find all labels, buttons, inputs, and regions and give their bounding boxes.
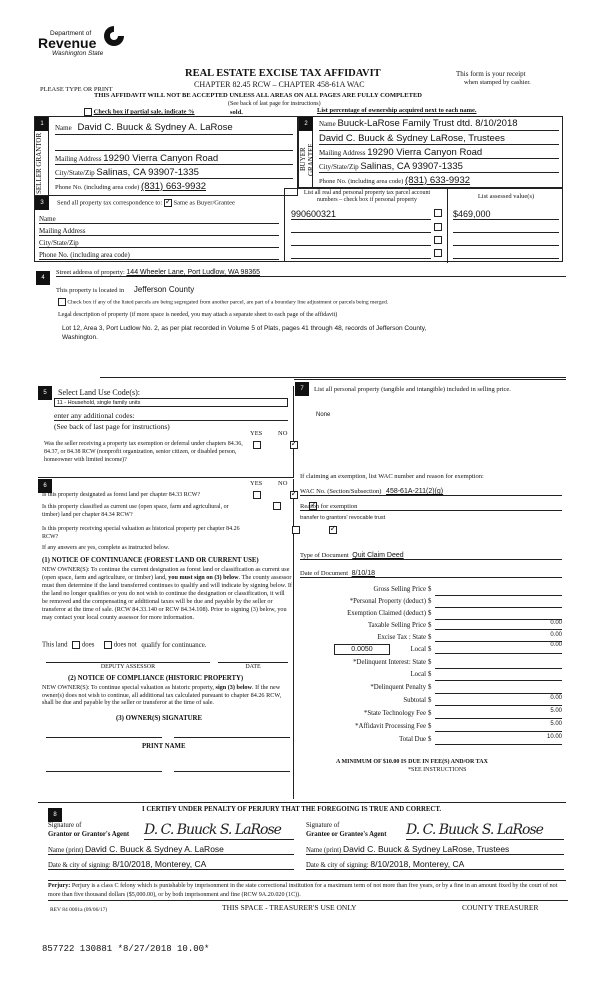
partial-sale-sold: sold.	[230, 109, 243, 116]
date-label: DATE	[245, 664, 261, 670]
reason-label: Reason for exemption	[300, 503, 358, 510]
buyer-side-label	[299, 131, 313, 188]
section-number: 3	[35, 196, 49, 210]
assessed-header: List assessed value(s)	[477, 193, 535, 200]
buyer-phone-field[interactable]: (831) 633-9932	[405, 175, 471, 186]
reason-field[interactable]: transfer to grantors' revocable trust	[300, 515, 386, 521]
buyer-phone-row	[319, 175, 559, 187]
forest-yes-checkbox[interactable]	[253, 491, 261, 499]
doc-type-row	[300, 552, 562, 560]
amount-row-gross: Gross Selling Price $	[294, 586, 564, 596]
buyer-name2-field[interactable]: David C. Buuck & Sydney LaRose, Trustees	[319, 133, 559, 145]
partial-sale-row	[84, 108, 195, 116]
section-number: 5	[38, 386, 52, 400]
county-field[interactable]: Jefferson County	[133, 285, 195, 294]
located-label: This property is located in	[56, 287, 125, 294]
certify-statement: I CERTIFY UNDER PENALTY OF PERJURY THAT THE FOREGOING IS TRUE AND CORRECT.	[142, 806, 442, 813]
question-forest: Is this property designated as forest land per chapter 84.33 RCW?	[42, 492, 201, 498]
buyer-city-row	[319, 161, 559, 173]
street-address-row	[56, 269, 566, 277]
qualify-label: qualify for continuance.	[141, 641, 207, 649]
notice1-text-bold: you must sign on (3) below	[168, 574, 239, 581]
parcel-row	[289, 223, 444, 233]
amount-row-penalty: *Delinquent Penalty $	[294, 684, 564, 694]
buyer-label: BUYER	[299, 147, 307, 172]
amount-label: Local	[410, 671, 426, 678]
minimum-due-note: A MINIMUM OF $10.00 IS DUE IN FEE(S) AND/OR TAX	[336, 759, 488, 765]
notice1-text	[42, 566, 292, 622]
mailing-label: Mailing Address	[55, 155, 102, 163]
exemption-yes-checkbox[interactable]	[253, 441, 261, 449]
amount-row-delinquent-state: *Delinquent Interest: State $	[294, 659, 564, 669]
notice2-text-bold: sign (3) below	[215, 684, 252, 691]
grantor-date-label: Date & city of signing:	[48, 862, 111, 869]
name-label: Name	[39, 215, 56, 223]
amount-field[interactable]: 0.00	[435, 695, 562, 706]
amount-field[interactable]: 0.00	[435, 620, 562, 630]
grantor-date-row	[48, 859, 294, 870]
deputy-assessor-line	[46, 662, 210, 670]
amount-field[interactable]: 5.00	[435, 721, 562, 732]
personal-property-checkbox[interactable]	[434, 223, 442, 231]
grantor-label: GRANTOR	[35, 132, 43, 167]
grantor-signature-field[interactable]: D. C. Buuck S. LaRose	[144, 822, 294, 840]
amount-label: *Personal Property (deduct)	[349, 598, 426, 605]
city-label: City/State/Zip	[319, 163, 359, 171]
notice1-text-b: . The county assessor must then determine if the land transferred continues to qualify and will indicate by signing below. If the land no longer qualifies or you do not wish to continue the designation or classification, it will be removed and the compensating or additional taxes will be due and payable by the seller or transferor at the time of sale. (RCW 84.33.140 or RCW 84.34.108). Prior to signing (3) below, you may contact your local county assessor for more information.	[42, 574, 292, 621]
grantor-name-label: Name (print)	[48, 847, 84, 854]
amount-field[interactable]	[435, 659, 562, 669]
amount-row-tech-fee: *State Technology Fee $ 5.00	[363, 708, 562, 717]
owner-signature-line[interactable]	[46, 737, 162, 738]
section-4-number: 4	[36, 271, 50, 285]
does-not-label: does not	[113, 641, 137, 649]
buyer-mailing-row	[319, 147, 559, 159]
amount-label: Exemption Claimed (deduct)	[347, 610, 426, 617]
seller-name2-field[interactable]	[55, 139, 293, 151]
county-row	[56, 285, 194, 294]
this-land-label: This land	[42, 641, 68, 649]
warning-text: THIS AFFIDAVIT WILL NOT BE ACCEPTED UNLESS ALL AREAS ON ALL PAGES ARE FULLY COMPLETED	[94, 92, 422, 99]
amount-field[interactable]	[435, 598, 562, 608]
section-number: 6	[38, 479, 52, 493]
partial-sale-checkbox[interactable]	[84, 108, 92, 116]
see-back: (See back of last page for instructions)	[228, 101, 321, 107]
street-label: Street address of property:	[56, 269, 125, 276]
notice1-text-a: NEW OWNER(S): To continue the current designation as forest land or classification as current use (open space, farm and agriculture, or timber) land,	[42, 566, 290, 581]
does-not-checkbox[interactable]	[104, 641, 112, 649]
seller-phone-field[interactable]: (831) 663-9932	[141, 181, 207, 192]
amount-row-subtotal: Subtotal $ 0.00	[403, 695, 562, 704]
personal-property-checkbox[interactable]	[434, 209, 442, 217]
seller-city-field[interactable]: Salinas, CA 93907-1335	[96, 167, 199, 178]
county-treasurer: COUNTY TREASURER	[462, 903, 539, 912]
seller-mailing-field[interactable]: 19290 Vierra Canyon Road	[103, 153, 219, 164]
current-use-yes-checkbox[interactable]	[273, 502, 281, 510]
grantee-date-row	[306, 859, 564, 870]
additional-codes-row	[54, 411, 288, 421]
amount-field[interactable]: 0.00	[435, 632, 562, 642]
city-label: City/State/Zip	[55, 169, 95, 177]
section-1-seller	[34, 116, 298, 196]
wac-label: WAC No. (Section/Subsection)	[300, 488, 382, 495]
street-address-field[interactable]: 144 Wheeler Lane, Port Ludlow, WA 98365	[126, 269, 261, 276]
assessed-value-field[interactable]	[453, 223, 559, 233]
send-label: Send all property tax correspondence to:	[57, 199, 163, 207]
notice1-title: (1) NOTICE OF CONTINUANCE (FOREST LAND OR CURRENT USE)	[42, 557, 259, 564]
same-as-buyer-checkbox[interactable]	[164, 199, 172, 207]
land-use-code-select[interactable]: 11 - Household, single family units	[54, 398, 288, 407]
section-8-number: 8	[48, 808, 62, 822]
legal-line-1: Lot 12, Area 3, Port Ludlow No. 2, as per plat recorded in Volume 5 of Plats, pages 41 through 48, records of Jefferson County,	[62, 325, 427, 332]
buyer-name-field[interactable]: Buuck-LaRose Family Trust dtd. 8/10/2018	[337, 118, 518, 129]
grantor-name-row	[48, 844, 294, 855]
section-number: 7	[295, 382, 309, 396]
doc-type-label: Type of Document	[300, 552, 349, 559]
perjury-notice	[48, 882, 568, 901]
doc-date-field[interactable]: 8/10/18	[351, 570, 375, 577]
corr-phone-row	[39, 251, 279, 260]
amount-label: Total Due	[399, 736, 426, 743]
seller-name-field[interactable]: David C. Buuck & Sydney A. LaRose	[77, 122, 233, 133]
segregated-label: Check box if any of the listed parcels are being segregated from another parcel, are part of a boundary line adjustment or parcels being merged.	[67, 299, 389, 306]
additional-codes-label: enter any additional codes:	[54, 411, 135, 420]
corr-city-row	[39, 239, 279, 248]
amount-label: Subtotal	[403, 697, 426, 704]
segregated-row	[58, 298, 388, 306]
amount-row-delinquent-local: Local $	[294, 671, 564, 681]
grantee-name-label: Name (print)	[306, 847, 342, 854]
seller-label: SELLER	[35, 168, 43, 195]
ownership-note: List percentage of ownership acquired next to each name.	[317, 107, 477, 114]
amount-row-excise-state: Excise Tax : State $ 0.00	[377, 632, 562, 641]
parcel-header-line1: List all real and personal property tax parcel account	[303, 190, 431, 196]
amount-row-personal: *Personal Property (deduct) $	[294, 598, 564, 608]
notice2-text	[42, 684, 292, 707]
logo-line2: Revenue	[38, 35, 97, 51]
see-instructions-note: *SEE INSTRUCTIONS	[408, 767, 467, 773]
parcel-header-line2: numbers – check box if personal property	[317, 197, 417, 203]
amount-row-exemption: Exemption Claimed (deduct) $	[294, 610, 564, 620]
buyer-mailing-field[interactable]: 19290 Vierra Canyon Road	[367, 147, 483, 158]
logo-line1: Department of	[50, 30, 92, 37]
no-header: NO	[278, 480, 288, 487]
personal-property-title: List all personal property (tangible and intangible) included in selling price.	[314, 386, 511, 393]
legal-line-2: Washington.	[62, 334, 98, 341]
amount-field[interactable]	[435, 610, 562, 620]
exemption-label: If claiming an exemption, list WAC number and reason for exemption:	[300, 473, 484, 480]
form-title: REAL ESTATE EXCISE TAX AFFIDAVIT	[185, 68, 381, 79]
no-header: NO	[278, 430, 288, 437]
seller-side-label	[35, 131, 49, 196]
phone-label: Phone No. (including area code)	[39, 251, 130, 259]
grantor-date-field[interactable]: 8/10/2018, Monterey, CA	[112, 859, 207, 869]
parcel-number-field[interactable]	[291, 236, 431, 246]
wac-field[interactable]: 458-61A-211(2)(g)	[386, 488, 444, 495]
cashier-stamp: 857722 130881 *8/27/2018 10.00*	[42, 944, 210, 954]
legal-description-field[interactable]	[62, 324, 562, 342]
owner-signature-line-2[interactable]	[174, 737, 290, 738]
section-5-land-use	[38, 386, 294, 477]
seller-name-row	[55, 122, 293, 135]
grantee-signature-block	[306, 818, 568, 878]
parcel-number-field[interactable]	[291, 223, 431, 233]
logo-line3: Washington State	[52, 50, 104, 57]
assessor-date-line	[218, 662, 288, 670]
amount-label: Local	[410, 646, 426, 653]
section-2-buyer	[298, 116, 563, 188]
parcel-header	[287, 190, 447, 204]
buyer-name-row	[319, 118, 559, 131]
local-rate-box[interactable]: 0.0050	[334, 644, 390, 655]
grantee-sig-label-1: Signature of	[306, 822, 340, 829]
amount-field[interactable]: 5.00	[435, 708, 562, 719]
wac-row	[300, 488, 562, 496]
legal-label: Legal description of property (if more space is needed, you may attach a separate sheet to each page of the affidavit)	[58, 312, 338, 318]
personal-property-field[interactable]: None	[316, 412, 331, 418]
parcel-row	[289, 209, 444, 219]
amount-label: Taxable Selling Price	[367, 622, 426, 629]
amount-label: Excise Tax : State	[377, 634, 426, 641]
notice2-title: (2) NOTICE OF COMPLIANCE (HISTORIC PROPERTY)	[68, 675, 244, 682]
amount-row-excise-local: Local $ 0.00	[410, 642, 562, 653]
same-as-label: Same as Buyer/Grantee	[173, 199, 235, 207]
perjury-bold: Perjury:	[48, 883, 71, 889]
doc-date-row	[300, 570, 562, 578]
parcel-row	[289, 236, 444, 246]
amount-label: *Delinquent Penalty	[370, 684, 426, 691]
partial-sale-label: Check box if partial sale, indicate %	[93, 108, 195, 116]
question-historic: Is this property receiving special valuation as historical property per chapter 84.26 RCW?	[42, 526, 240, 540]
receipt-note-2: when stamped by cashier.	[464, 79, 531, 86]
please-print: PLEASE TYPE OR PRINT	[40, 86, 113, 93]
personal-property-checkbox[interactable]	[434, 249, 442, 257]
see-back-note: (See back of last page for instructions)	[54, 422, 170, 431]
grantee-name-field[interactable]: David C. Buuck & Sydney LaRose, Trustees	[343, 844, 510, 854]
assessed-value-field[interactable]	[453, 249, 559, 259]
grantor-signature-block	[48, 818, 298, 878]
form-subtitle: CHAPTER 82.45 RCW – CHAPTER 458-61A WAC	[194, 80, 365, 89]
section-7-personal-property	[294, 382, 566, 802]
exemption-question: Was the seller receiving a property tax exemption or deferral under chapters 84.36, 84.37, or 84.38 RCW (nonprofit organization, senior citizen, or disabled person, homeowner with limited income)?	[44, 441, 243, 463]
rev-number: REV 84 0001a (09/06/17)	[50, 907, 108, 913]
grantor-sig-label-2: Grantor or Grantor's Agent	[48, 831, 130, 838]
segregated-checkbox[interactable]	[58, 298, 66, 306]
assessed-value-field[interactable]: $469,000	[453, 209, 559, 220]
mailing-label: Mailing Address	[319, 149, 366, 157]
parcel-number-field[interactable]	[291, 249, 431, 259]
yes-header: YES	[250, 430, 263, 437]
phone-label: Phone No. (including area code)	[319, 178, 404, 185]
buyer-city-field[interactable]: Salinas, CA 93907-1335	[360, 161, 463, 172]
grantee-signature-field[interactable]: D. C. Buuck S. LaRose	[406, 822, 564, 840]
section-6-property-designation	[38, 479, 294, 799]
continuance-row	[42, 641, 206, 649]
amount-field[interactable]	[435, 671, 562, 681]
grantee-label: GRANTEE	[307, 143, 315, 176]
phone-label: Phone No. (including area code)	[55, 184, 140, 191]
corr-mailing-row	[39, 227, 279, 236]
dor-logo	[38, 22, 138, 67]
if-yes-note: If any answers are yes, complete as instructed below.	[42, 545, 170, 551]
receipt-note-1: This form is your receipt	[456, 70, 526, 78]
city-label: City/State/Zip	[39, 239, 79, 247]
amount-field[interactable]	[435, 586, 562, 596]
parcel-row	[289, 249, 444, 259]
yes-header: YES	[250, 480, 263, 487]
amount-row-taxable: Taxable Selling Price $ 0.00	[367, 620, 562, 629]
amount-field[interactable]	[435, 684, 562, 694]
seller-mailing-row	[55, 153, 293, 165]
perjury-text: Perjury is a class C felony which is punishable by imprisonment in the state correctional institution for a maximum term of not more than five years, or by a fine in an amount fixed by the court of not more than five thousand dollars ($5,000.00), or by both imprisonment and fine (RCW 9A.20.020 (1C)).	[48, 883, 558, 898]
section-number: 2	[299, 117, 313, 131]
section-3-correspondence	[34, 196, 284, 262]
treasurer-use: THIS SPACE - TREASURER'S USE ONLY	[222, 903, 357, 912]
question-current-use: Is this property classified as current use (open space, farm and agricultural, or timber) land per chapter 84.34 RCW?	[42, 504, 229, 518]
name-label: Name	[319, 120, 336, 128]
owner-signature-label: (3) OWNER(S) SIGNATURE	[116, 715, 202, 722]
parcel-number-field[interactable]: 990600321	[291, 209, 431, 220]
amount-row-total: Total Due $ 10.00	[399, 734, 562, 743]
does-checkbox[interactable]	[72, 641, 80, 649]
parcel-table	[284, 188, 563, 262]
amount-label: *Delinquent Interest: State	[353, 659, 426, 666]
amount-label: Gross Selling Price	[373, 586, 426, 593]
section-number: 1	[35, 117, 49, 131]
seller-city-row	[55, 167, 293, 179]
grantee-date-label: Date & city of signing:	[306, 862, 369, 869]
does-label: does	[81, 641, 95, 649]
grantor-sig-label-1: Signature of	[48, 822, 82, 829]
assessed-value-field[interactable]	[453, 236, 559, 246]
grantee-sig-label-2: Grantee or Grantee's Agent	[306, 831, 387, 838]
send-correspondence-row	[57, 199, 235, 207]
print-name-line-2[interactable]	[174, 771, 290, 772]
print-name-label: PRINT NAME	[142, 743, 186, 750]
amount-label: *Affidavit Processing Fee	[355, 723, 426, 730]
grantee-date-field[interactable]: 8/10/2018, Monterey, CA	[370, 859, 465, 869]
deputy-assessor-label: DEPUTY ASSESSOR	[100, 664, 156, 670]
grantor-name-field[interactable]: David C. Buuck & Sydney A. LaRose	[85, 844, 224, 854]
doc-date-label: Date of Document	[300, 570, 349, 577]
notice2-text-a: NEW OWNER(S): To continue special valuation as historic property,	[42, 684, 214, 691]
seller-phone-row	[55, 181, 293, 193]
amount-label: *State Technology Fee	[363, 710, 426, 717]
amount-field[interactable]: 0.00	[435, 642, 562, 654]
amount-row-processing-fee: *Affidavit Processing Fee $ 5.00	[355, 721, 562, 730]
print-name-line[interactable]	[46, 771, 162, 772]
reason-row	[300, 503, 562, 511]
notice2-text-b: . If the new owner(s) does not wish to continue, all additional tax calculated pursuant to chapter 84.26 RCW, shall be due and payable by the seller or transferor at the time of sale.	[42, 684, 282, 706]
corr-name-row	[39, 215, 279, 224]
amount-field[interactable]: 10.00	[435, 734, 562, 745]
dor-swirl-icon	[102, 24, 126, 48]
mailing-label: Mailing Address	[39, 227, 86, 235]
grantee-name-row	[306, 844, 564, 855]
doc-type-field[interactable]: Quit Claim Deed	[352, 552, 404, 559]
name-label: Name	[55, 124, 72, 132]
personal-property-checkbox[interactable]	[434, 236, 442, 244]
land-use-title: Select Land Use Code(s):	[58, 388, 140, 397]
